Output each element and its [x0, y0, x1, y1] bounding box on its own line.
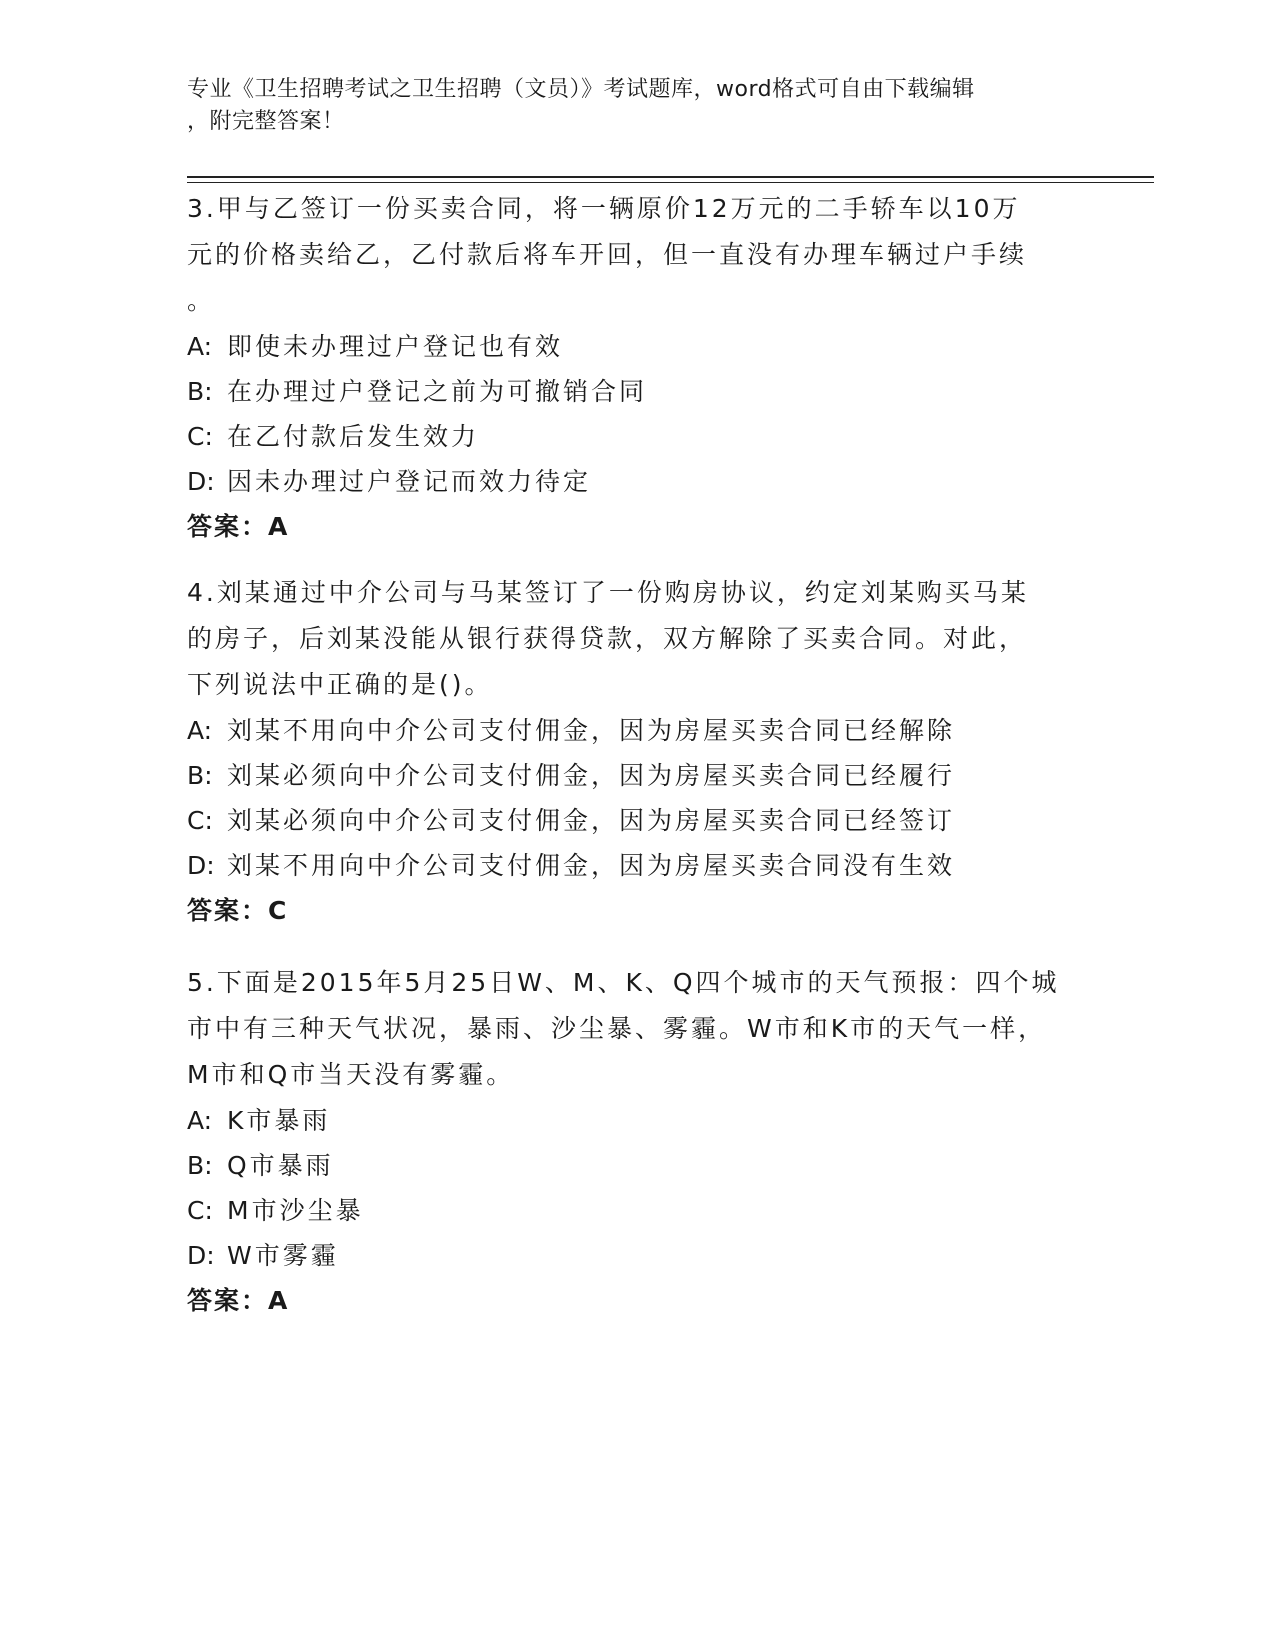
- header-divider-thick: [187, 176, 1154, 178]
- option-text: M市沙尘暴: [227, 1196, 364, 1225]
- question-text: 元的价格卖给乙，乙付款后将车开回，但一直没有办理车辆过户手续: [187, 240, 1028, 269]
- question-block: [187, 570, 1087, 934]
- question-text: 5.下面是2015年5月25日W、M、K、Q四个城市的天气预报：四个城: [187, 968, 1060, 997]
- question-text: 市中有三种天气状况，暴雨、沙尘暴、雾霾。W市和K市的天气一样，: [187, 1014, 1047, 1043]
- option-letter: C:: [187, 1196, 213, 1225]
- option-text: 刘某必须向中介公司支付佣金，因为房屋买卖合同已经履行: [227, 761, 956, 790]
- option-text: W市雾霾: [227, 1241, 339, 1270]
- option-text: 即使未办理过户登记也有效: [227, 332, 564, 361]
- question-text: 。: [187, 286, 216, 315]
- option-text: Q市暴雨: [227, 1151, 334, 1180]
- option-letter: A:: [187, 716, 213, 745]
- option-letter: C:: [187, 806, 213, 835]
- question-text: 下列说法中正确的是()。: [187, 670, 493, 699]
- option-b: [187, 1143, 1087, 1188]
- option-d: [187, 1233, 1087, 1278]
- option-text: 刘某不用向中介公司支付佣金，因为房屋买卖合同没有生效: [227, 851, 956, 880]
- option-text: K市暴雨: [227, 1106, 331, 1135]
- option-c: [187, 1188, 1087, 1233]
- option-letter: C:: [187, 422, 213, 451]
- option-text: 刘某必须向中介公司支付佣金，因为房屋买卖合同已经签订: [227, 806, 956, 835]
- option-text: 因未办理过户登记而效力待定: [227, 467, 592, 496]
- question-block: [187, 960, 1087, 1324]
- option-d: [187, 843, 1087, 888]
- option-b: [187, 753, 1087, 798]
- option-d: [187, 459, 1087, 504]
- option-a: [187, 1098, 1087, 1143]
- document-header: [187, 74, 1077, 138]
- option-letter: B:: [187, 1151, 213, 1180]
- option-b: [187, 369, 1087, 414]
- option-a: [187, 708, 1087, 753]
- option-text: 在办理过户登记之前为可撤销合同: [227, 377, 648, 406]
- header-line: 专业《卫生招聘考试之卫生招聘（文员）》考试题库，word格式可自由下载编辑: [187, 77, 975, 102]
- question-text: 3.甲与乙签订一份买卖合同，将一辆原价12万元的二手轿车以10万: [187, 194, 1021, 223]
- question-text: 4.刘某通过中介公司与马某签订了一份购房协议，约定刘某购买马某: [187, 578, 1029, 607]
- question-block: [187, 186, 1087, 550]
- option-c: [187, 798, 1087, 843]
- option-letter: B:: [187, 377, 213, 406]
- option-c: [187, 414, 1087, 459]
- option-letter: D:: [187, 467, 215, 496]
- answer-line: 答案：A: [187, 1286, 290, 1315]
- option-letter: B:: [187, 761, 213, 790]
- option-letter: A:: [187, 1106, 213, 1135]
- question-text: 的房子，后刘某没能从银行获得贷款，双方解除了买卖合同。对此，: [187, 624, 1028, 653]
- option-letter: D:: [187, 1241, 215, 1270]
- option-letter: D:: [187, 851, 215, 880]
- option-letter: A:: [187, 332, 213, 361]
- question-text: M市和Q市当天没有雾霾。: [187, 1060, 515, 1089]
- answer-line: 答案：C: [187, 896, 289, 925]
- answer-line: 答案：A: [187, 512, 290, 541]
- option-text: 在乙付款后发生效力: [227, 422, 480, 451]
- option-a: [187, 324, 1087, 369]
- option-text: 刘某不用向中介公司支付佣金，因为房屋买卖合同已经解除: [227, 716, 956, 745]
- header-divider-thin: [187, 182, 1154, 183]
- header-line: ，附完整答案！: [187, 109, 345, 134]
